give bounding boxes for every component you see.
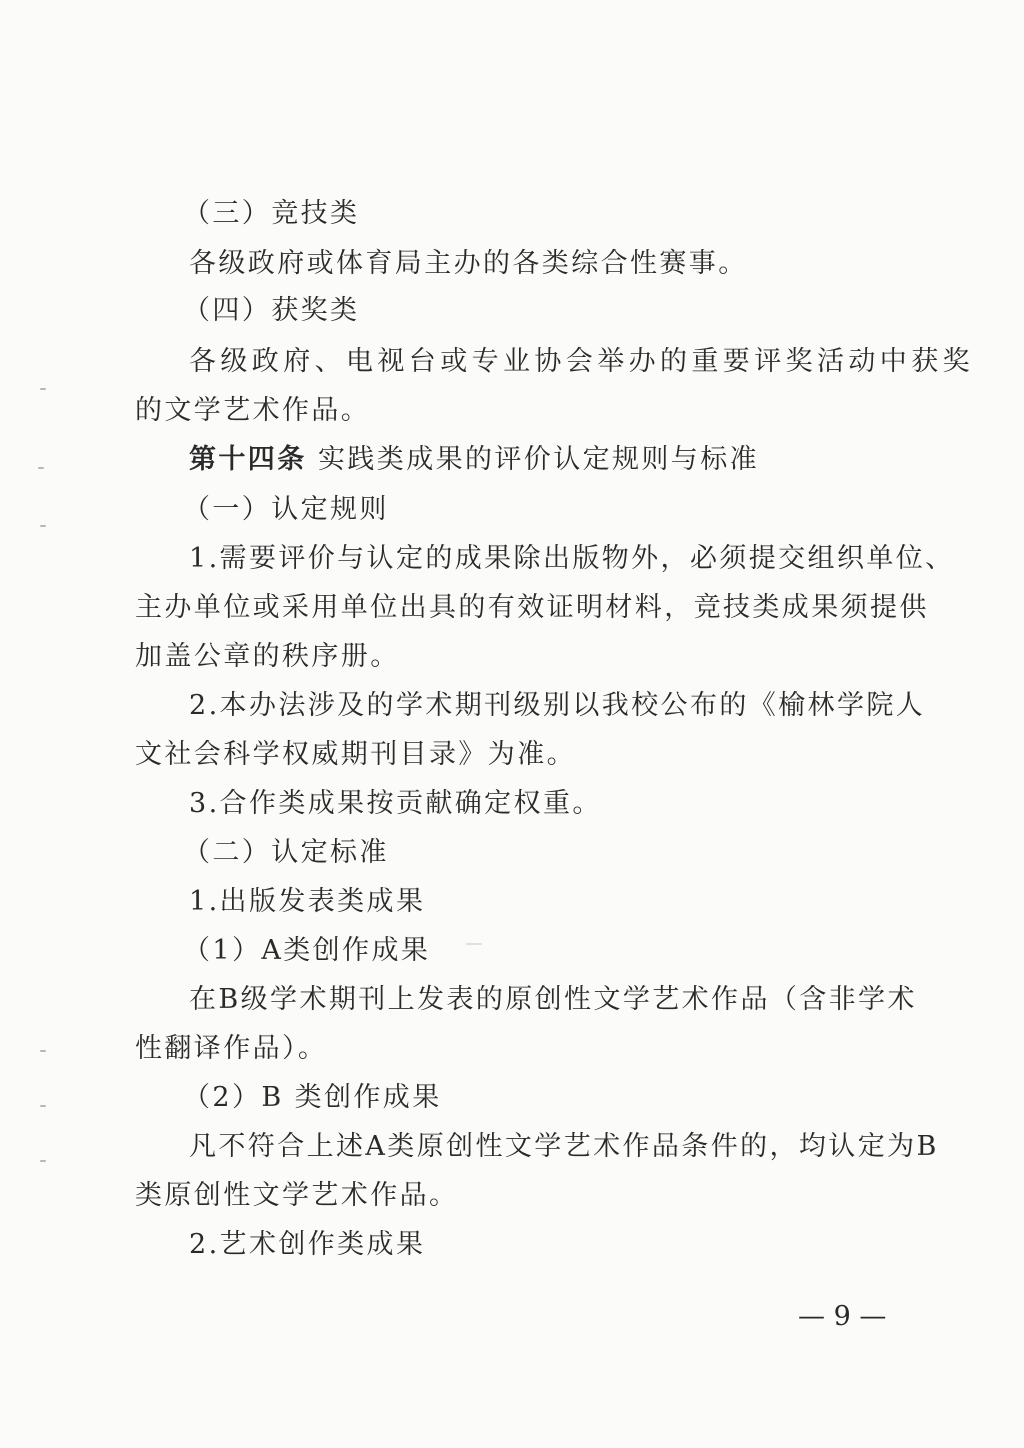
scan-speck [40,1050,46,1052]
standard-2-heading: 2.艺术创作类成果 [189,1229,426,1260]
category-a-line-1: 在B级学术期刊上发表的原创性文学艺术作品（含非学术 [189,984,917,1015]
category-b-heading: （2）B 类创作成果 [183,1082,442,1113]
scan-speck [38,467,44,469]
heading-competition: （三）竞技类 [183,198,360,229]
heading-awards: （四）获奖类 [183,295,360,326]
standard-1-heading: 1.出版发表类成果 [189,886,426,917]
category-a-line-2: 性翻译作品）。 [135,1033,328,1064]
article-14-label: 第十四条 [189,444,307,475]
scan-speck [40,388,46,390]
rule-2-line-1: 2.本办法涉及的学术期刊级别以我校公布的《榆林学院人 [189,690,926,721]
page-number: — 9 — [798,1301,887,1332]
paragraph-competition: 各级政府或体育局主办的各类综合性赛事。 [189,248,748,279]
paragraph-awards-line-1: 各级政府、电视台或专业协会举办的重要评奖活动中获奖 [189,346,974,377]
rule-1-line-1: 1.需要评价与认定的成果除出版物外，必须提交组织单位、 [189,543,955,574]
scan-speck [466,943,482,945]
scan-speck [40,1105,46,1107]
paragraph-awards-line-2: 的文学艺术作品。 [135,395,371,426]
category-a-heading: （1）A类创作成果 [183,935,431,966]
rule-1-line-2: 主办单位或采用单位出具的有效证明材料，竞技类成果须提供 [135,592,929,623]
category-b-line-1: 凡不符合上述A类原创性文学艺术作品条件的，均认定为B [189,1131,939,1162]
article-14-title: 实践类成果的评价认定规则与标准 [318,444,759,475]
scan-speck [40,1160,46,1162]
category-b-line-2: 类原创性文学艺术作品。 [135,1180,459,1211]
scan-speck [40,525,46,527]
rule-1-line-3: 加盖公章的秩序册。 [135,641,400,672]
rule-2-line-2: 文社会科学权威期刊目录》为准。 [135,739,576,770]
rule-3: 3.合作类成果按贡献确定权重。 [189,788,602,819]
heading-standards: （二）认定标准 [183,837,389,868]
heading-rules: （一）认定规则 [183,494,389,525]
